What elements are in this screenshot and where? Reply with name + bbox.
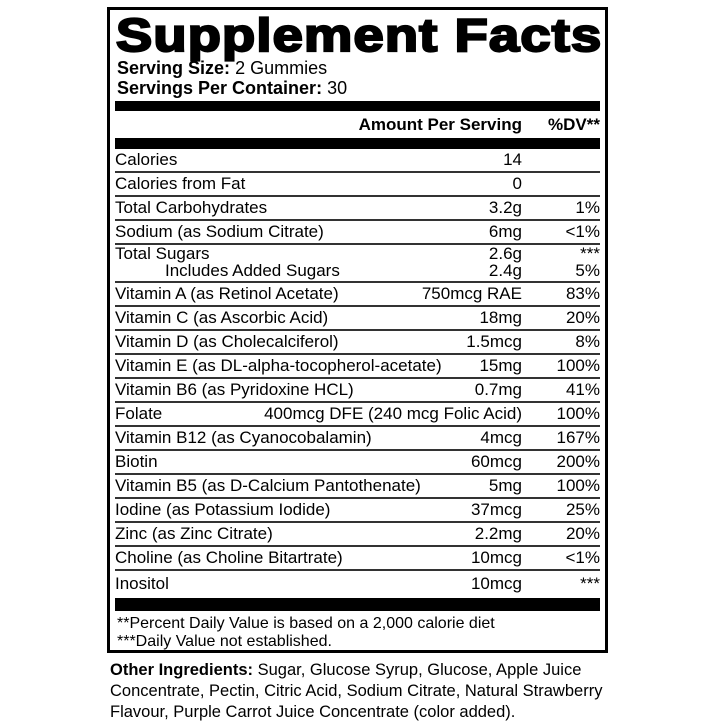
nutrient-row: [115, 379, 600, 403]
nutrient-name: Total Carbohydrates: [115, 198, 268, 217]
nutrient-amount: 37mcg: [470, 500, 522, 519]
nutrient-dv: 83%: [565, 284, 600, 303]
nutrient-dv: 200%: [556, 452, 600, 471]
nutrient-dv: ***: [580, 574, 600, 593]
nutrient-name: Vitamin A (as Retinol Acetate): [115, 284, 339, 303]
nutrient-amount: 3.2g: [488, 198, 522, 217]
nutrient-name: Zinc (as Zinc Citrate): [115, 524, 273, 543]
nutrient-row: [115, 307, 600, 331]
nutrient-name: Folate: [115, 404, 163, 423]
nutrient-dv: 25%: [565, 500, 600, 519]
nutrient-row: [115, 475, 600, 499]
nutrient-dv: 100%: [556, 476, 600, 495]
nutrient-name: Calories: [115, 150, 178, 169]
nutrient-name: Biotin: [115, 452, 158, 471]
servings-per-container-label: Servings Per Container:: [117, 78, 323, 98]
nutrient-dv: 20%: [565, 308, 600, 327]
nutrient-dv: 100%: [556, 356, 600, 375]
nutrient-name: Vitamin E (as DL-alpha-tocopherol-acetate): [115, 356, 442, 375]
nutrient-amount: 2.6g: [488, 244, 522, 263]
footnotes: [117, 615, 600, 650]
nutrient-dv: <1%: [565, 222, 600, 241]
serving-size-line: [117, 58, 600, 78]
nutrient-amount: 14: [503, 150, 522, 169]
nutrient-name: Vitamin B6 (as Pyridoxine HCL): [115, 380, 354, 399]
nutrient-row: [115, 149, 600, 173]
nutrient-row: [115, 173, 600, 197]
nutrient-row: [115, 403, 600, 427]
thick-divider-bar-header: [115, 138, 600, 149]
supplement-facts-panel: [107, 7, 608, 653]
nutrient-name: Includes Added Sugars: [165, 261, 340, 280]
nutrient-amount: 60mcg: [470, 452, 522, 471]
nutrient-rows: [115, 149, 600, 595]
nutrient-amount: 6mg: [488, 222, 522, 241]
nutrient-name: Vitamin C (as Ascorbic Acid): [115, 308, 329, 327]
nutrient-row: [115, 451, 600, 475]
nutrient-dv: 167%: [556, 428, 600, 447]
nutrient-dv: 5%: [575, 261, 600, 280]
nutrient-row: [115, 261, 600, 283]
column-header-row: [115, 111, 600, 138]
nutrient-row: [115, 197, 600, 221]
nutrient-amount: 2.2mg: [474, 524, 522, 543]
other-ingredients-text: Sugar, Glucose Syrup, Glucose, Apple Juice Concentrate, Pectin, Citric Acid, Sodium Citrate, Natural Strawberry Flavour, Purple Carrot Juice Concentrate (color added).: [110, 661, 603, 721]
nutrient-name: Iodine (as Potassium Iodide): [115, 500, 331, 519]
servings-per-container-value: 30: [327, 78, 348, 98]
percent-dv-header: %DV**: [548, 115, 600, 134]
other-ingredients: [110, 660, 616, 723]
nutrient-row: [115, 427, 600, 451]
nutrient-name: Vitamin B5 (as D-Calcium Pantothenate): [115, 476, 421, 495]
nutrient-amount: 4mcg: [480, 428, 522, 447]
nutrient-dv: <1%: [565, 548, 600, 567]
panel-title-wrap: [115, 9, 603, 61]
nutrient-name: Vitamin B12 (as Cyanocobalamin): [115, 428, 372, 447]
nutrient-dv: 1%: [575, 198, 600, 217]
nutrient-row: [115, 547, 600, 571]
nutrient-amount: 18mg: [479, 308, 522, 327]
nutrient-amount: 0: [512, 174, 522, 193]
nutrient-name: Choline (as Choline Bitartrate): [115, 548, 343, 567]
serving-size-value: 2 Gummies: [235, 58, 328, 78]
nutrient-name: Calories from Fat: [115, 174, 246, 193]
nutrient-row: [115, 571, 600, 595]
nutrient-amount: 400mcg DFE (240 mcg Folic Acid): [264, 404, 522, 423]
amount-per-serving-header: Amount Per Serving: [358, 115, 522, 134]
nutrient-row: [115, 355, 600, 379]
nutrient-row: [115, 499, 600, 523]
nutrient-amount: 10mcg: [470, 574, 522, 593]
nutrient-amount: 15mg: [479, 356, 522, 375]
nutrient-name: Vitamin D (as Cholecalciferol): [115, 332, 339, 351]
nutrient-row: [115, 221, 600, 245]
nutrient-row: [115, 523, 600, 547]
nutrient-dv: 41%: [565, 380, 600, 399]
nutrient-dv: 8%: [575, 332, 600, 351]
nutrient-name: Inositol: [115, 574, 169, 593]
other-ingredients-label: Other Ingredients:: [110, 661, 254, 679]
nutrient-row: [115, 283, 600, 307]
nutrient-amount: 2.4g: [488, 261, 522, 280]
nutrient-name: Sodium (as Sodium Citrate): [115, 222, 324, 241]
nutrient-amount: 1.5mcg: [466, 332, 522, 351]
serving-size-label: Serving Size:: [117, 58, 231, 78]
nutrient-name: Total Sugars: [115, 244, 210, 263]
footnote-not-established: ***Daily Value not established.: [117, 632, 332, 650]
thick-divider-bar-top: [115, 101, 600, 111]
footnote-percent-dv: **Percent Daily Value is based on a 2,000 calorie diet: [117, 615, 495, 632]
nutrient-amount: 750mcg RAE: [421, 284, 522, 303]
nutrient-amount: 0.7mg: [474, 380, 522, 399]
nutrient-amount: 5mg: [488, 476, 522, 495]
nutrient-dv: ***: [580, 244, 600, 263]
panel-title: Supplement Facts: [116, 9, 603, 61]
nutrient-dv: 100%: [556, 404, 600, 423]
thick-divider-bar-bottom: [115, 598, 600, 611]
nutrient-row: [115, 331, 600, 355]
nutrient-dv: 20%: [565, 524, 600, 543]
nutrient-amount: 10mcg: [470, 548, 522, 567]
servings-per-container-line: [117, 78, 600, 98]
